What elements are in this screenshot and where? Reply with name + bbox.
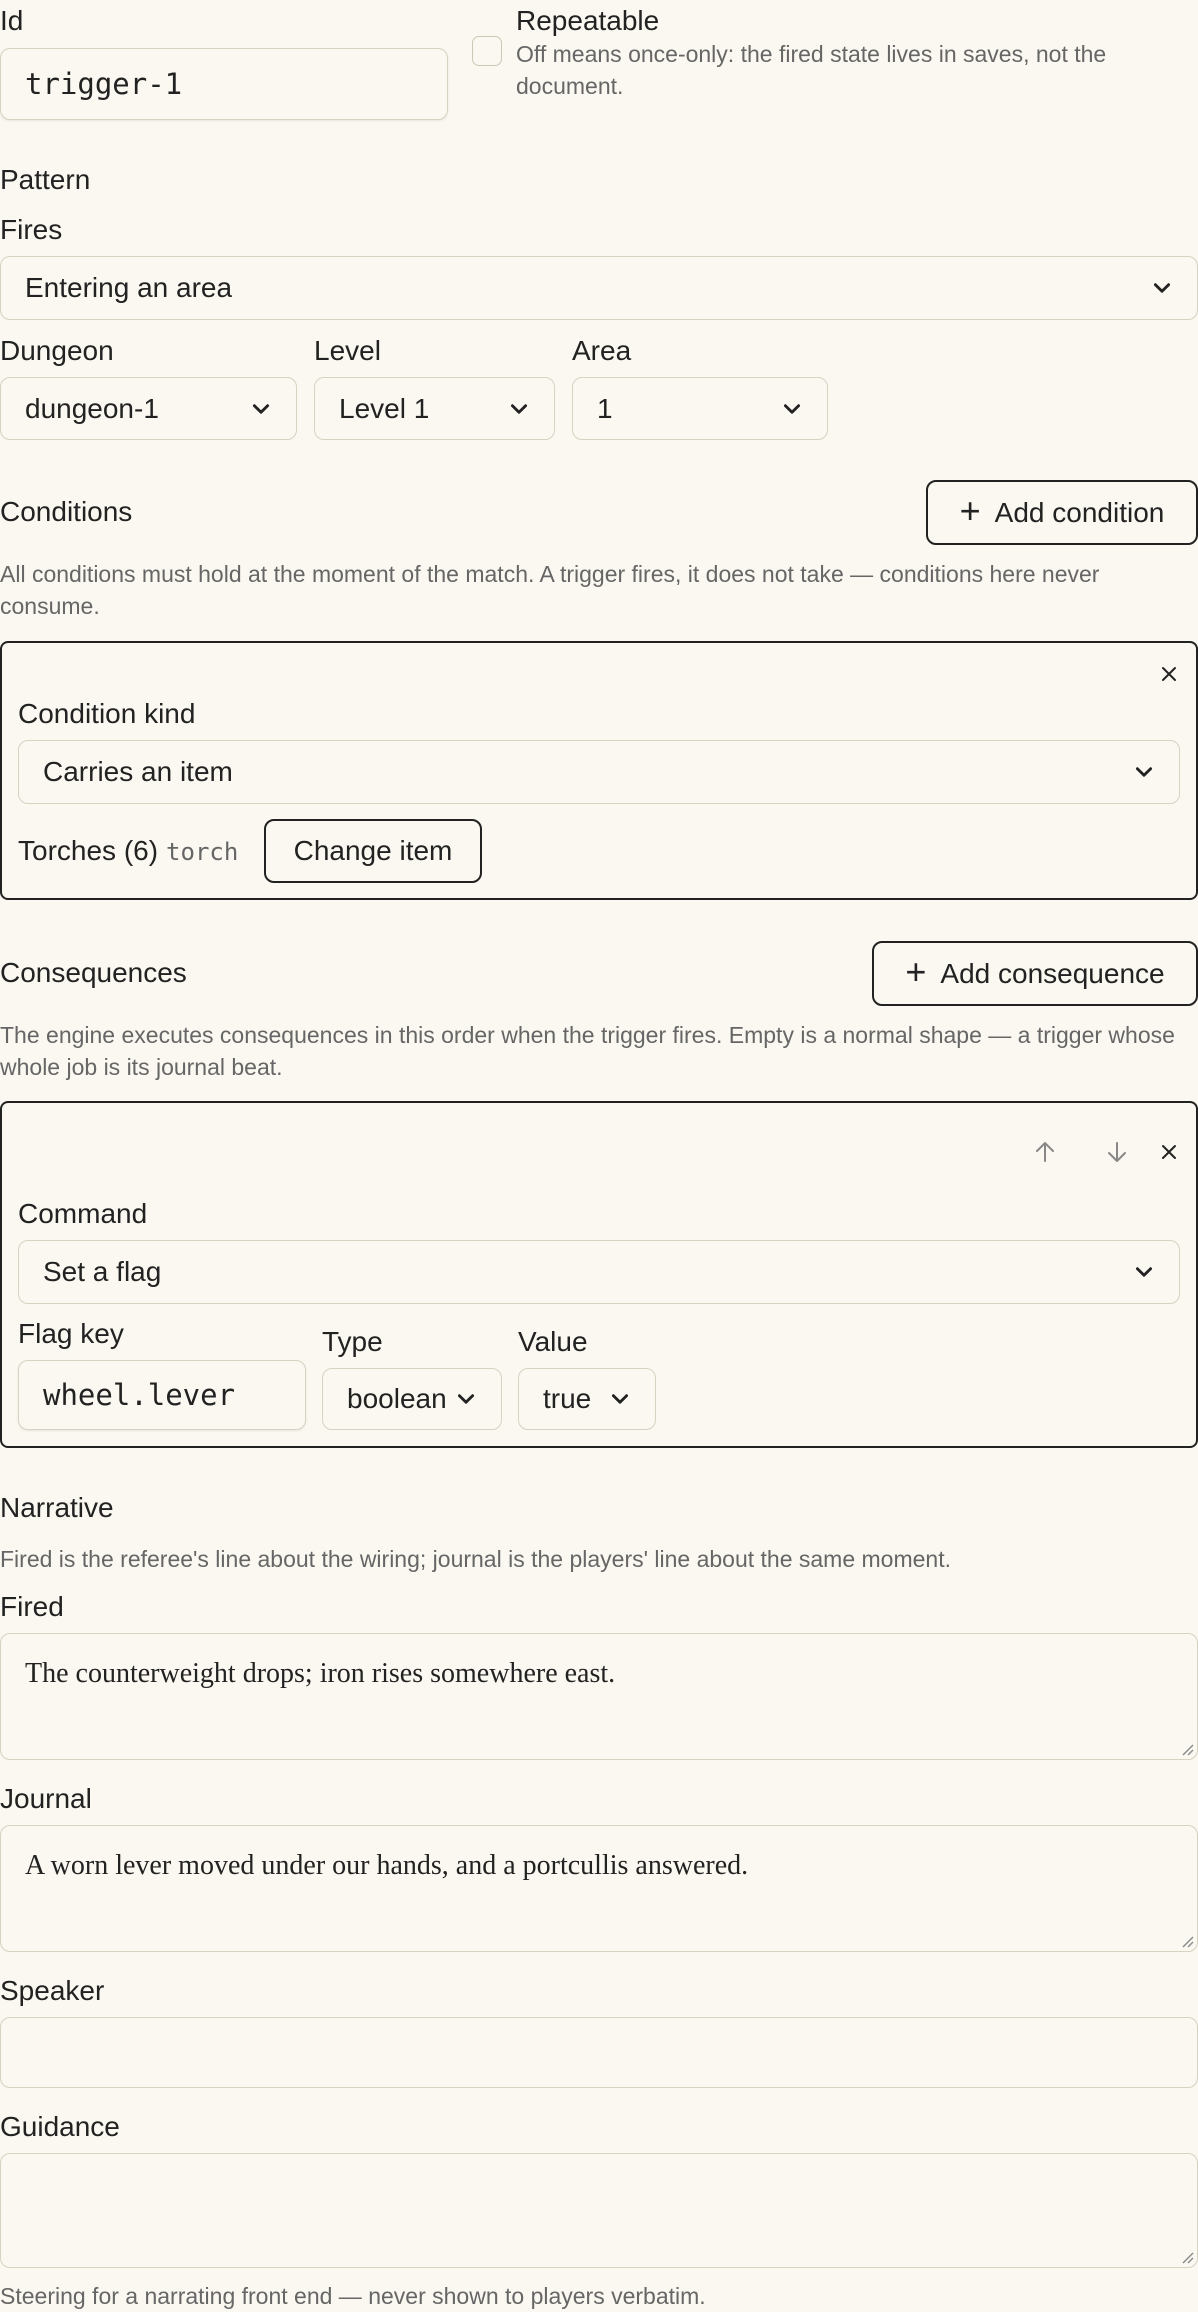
move-up-button[interactable] [1028, 1135, 1062, 1169]
plus-icon: + [905, 951, 927, 992]
change-item-button[interactable] [264, 819, 482, 883]
remove-condition-button[interactable] [1152, 657, 1186, 691]
repeatable-help: Off means once-only: the fired state lives in saves, not the document. [516, 41, 1107, 100]
journal-label: Journal [0, 1783, 92, 1814]
dungeon-label: Dungeon [0, 335, 114, 366]
speaker-input[interactable] [0, 2017, 1198, 2088]
type-select[interactable] [322, 1368, 502, 1430]
area-select[interactable] [572, 377, 828, 440]
add-consequence-button[interactable] [872, 941, 1198, 1006]
condition-kind-value: Carries an item [43, 756, 233, 787]
fired-value: The counterweight drops; iron rises somewhere east. [25, 1658, 616, 1689]
flag-key-label: Flag key [18, 1318, 124, 1349]
level-select-value: Level 1 [339, 392, 430, 424]
condition-item-name: Torches (6) [18, 835, 159, 866]
chevron-down-icon [455, 1388, 477, 1410]
level-select[interactable] [314, 377, 555, 440]
add-condition-label: Add condition [994, 496, 1165, 528]
condition-kind-select[interactable] [18, 740, 1180, 804]
chevron-down-icon [609, 1388, 631, 1410]
consequences-help: The engine executes consequences in this order when the trigger fires. Empty is a normal shape — a trigger whose whole job is its journal beat. [0, 1022, 1175, 1081]
repeatable-checkbox[interactable] [472, 36, 502, 66]
journal-textarea[interactable] [0, 1825, 1198, 1952]
resize-grip-icon[interactable] [1178, 1740, 1194, 1756]
remove-consequence-button[interactable] [1152, 1135, 1186, 1169]
chevron-down-icon [250, 398, 272, 420]
area-select-value: 1 [597, 392, 613, 424]
condition-item [18, 835, 238, 867]
add-consequence-label: Add consequence [940, 957, 1165, 989]
move-down-button[interactable] [1100, 1135, 1134, 1169]
conditions-help: All conditions must hold at the moment of the match. A trigger fires, it does not take — conditions here never consume. [0, 561, 1100, 620]
fired-label: Fired [0, 1591, 64, 1622]
arrow-up-icon [1032, 1139, 1058, 1165]
narrative-help: Fired is the referee's line about the wiring; journal is the players' line about the same moment. [0, 1546, 951, 1572]
conditions-title: Conditions [0, 496, 133, 527]
type-label: Type [322, 1326, 383, 1357]
guidance-textarea[interactable] [0, 2153, 1198, 2268]
fired-textarea[interactable] [0, 1633, 1198, 1760]
guidance-label: Guidance [0, 2111, 120, 2142]
chevron-down-icon [508, 398, 530, 420]
add-condition-button[interactable] [926, 480, 1198, 545]
consequences-title: Consequences [0, 957, 187, 988]
close-icon [1160, 1143, 1178, 1161]
command-select-value: Set a flag [43, 1256, 162, 1287]
journal-value: A worn lever moved under our hands, and a portcullis answered. [25, 1850, 749, 1881]
arrow-down-icon [1104, 1139, 1130, 1165]
area-label: Area [572, 335, 632, 366]
change-item-label: Change item [293, 835, 453, 866]
chevron-down-icon [1133, 1261, 1155, 1283]
fires-select[interactable] [0, 256, 1198, 320]
id-input[interactable] [0, 48, 448, 120]
command-select[interactable] [18, 1240, 1180, 1304]
value-select-value: true [543, 1383, 592, 1414]
dungeon-select-value: dungeon-1 [25, 392, 159, 424]
repeatable-label: Repeatable [516, 5, 660, 36]
flag-key-value: wheel.lever [43, 1378, 236, 1412]
type-select-value: boolean [347, 1383, 447, 1414]
resize-grip-icon[interactable] [1178, 2248, 1194, 2264]
id-input-value: trigger-1 [25, 67, 183, 101]
condition-kind-label: Condition kind [18, 698, 196, 729]
close-icon [1160, 665, 1178, 683]
guidance-help: Steering for a narrating front end — never shown to players verbatim. [0, 2283, 706, 2309]
value-select[interactable] [518, 1368, 656, 1430]
narrative-title: Narrative [0, 1492, 114, 1523]
speaker-label: Speaker [0, 1975, 105, 2006]
command-label: Command [18, 1198, 148, 1229]
flag-key-input[interactable] [18, 1360, 306, 1430]
chevron-down-icon [1133, 761, 1155, 783]
fires-select-value: Entering an area [25, 272, 233, 303]
value-label: Value [518, 1326, 588, 1357]
condition-card [0, 641, 1198, 900]
fires-label: Fires [0, 214, 63, 245]
plus-icon: + [959, 490, 981, 531]
id-label: Id [0, 5, 24, 36]
resize-grip-icon[interactable] [1178, 1932, 1194, 1948]
pattern-title: Pattern [0, 164, 91, 195]
chevron-down-icon [781, 398, 803, 420]
condition-item-id: torch [166, 838, 239, 866]
level-label: Level [314, 335, 381, 366]
chevron-down-icon [1151, 277, 1173, 299]
dungeon-select[interactable] [0, 377, 297, 440]
consequence-card [0, 1101, 1198, 1448]
